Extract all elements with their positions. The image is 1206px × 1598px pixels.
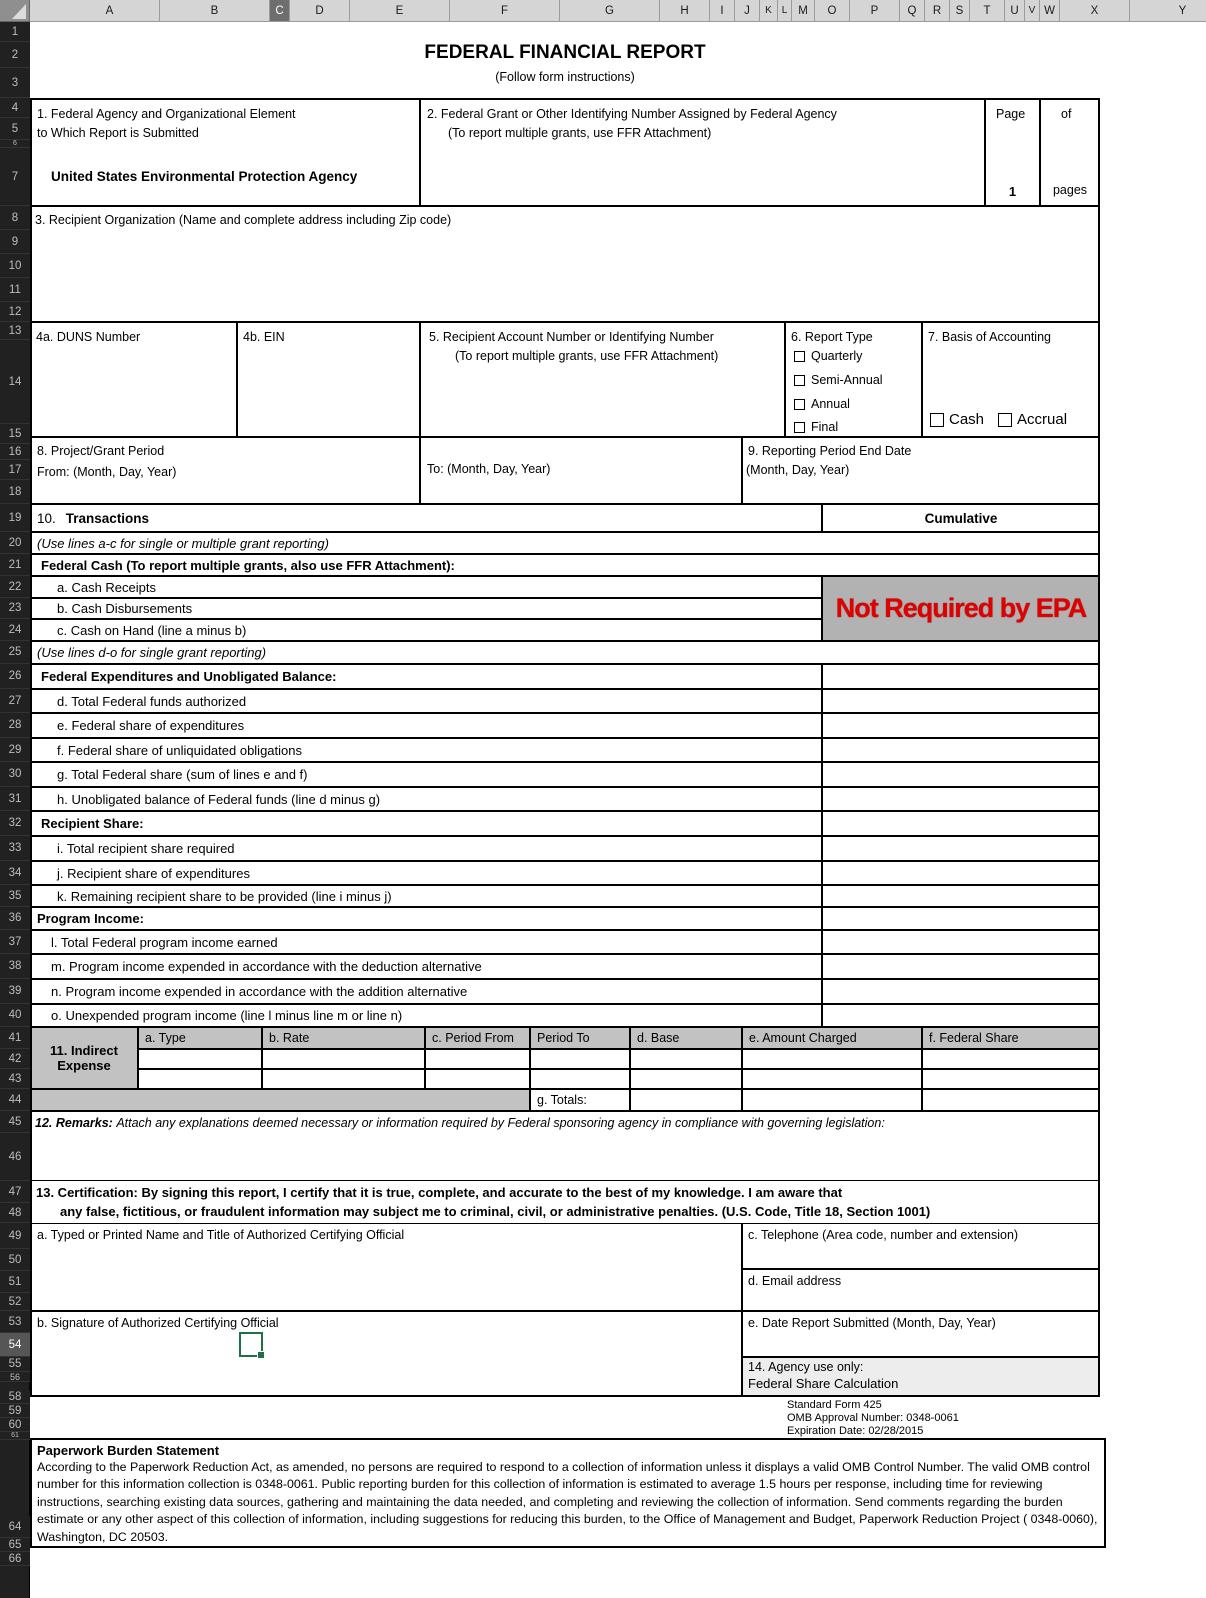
indirect-header-period-from: c. Period From [425,1027,530,1049]
box9-line1: 9. Reporting Period End Date [748,444,912,458]
row-header-60[interactable]: 60 [0,1418,30,1432]
line-label: o. Unexpended program income (line l minus line m or line n) [51,1008,403,1023]
box8-to: To: (Month, Day, Year) [427,462,551,476]
form-subtitle: (Follow form instructions) [495,70,635,84]
row-header-1[interactable]: 1 [0,22,30,42]
column-header-R[interactable]: R [925,0,950,22]
cert-e-label: e. Date Report Submitted (Month, Day, Year) [748,1316,996,1330]
agency-name: United States Environmental Protection Agency [51,168,358,184]
section-header-text: Program Income: [37,911,144,926]
totals-gray-block [30,1089,530,1111]
row-header-48[interactable]: 48 [0,1203,30,1223]
line-label: m. Program income expended in accordance with the deduction alternative [51,959,482,974]
row-header-13[interactable]: 13 [0,322,30,340]
row-header-15[interactable]: 15 [0,424,30,444]
line-label: l. Total Federal program income earned [51,934,278,950]
agency-use-cell [742,1357,1100,1397]
totals-label-cell [530,1089,630,1111]
report-type-label: Annual [811,397,850,411]
indirect-expense-cell[interactable] [922,1049,1100,1069]
row-header-16[interactable]: 16 [0,444,30,460]
cumulative-value-cell[interactable] [822,738,1100,762]
box-project-period[interactable] [30,437,420,504]
checkbox-icon[interactable] [794,375,805,386]
checkbox-icon[interactable] [794,422,805,433]
column-header-bar [30,0,1206,22]
certifying-official-name-cell[interactable] [30,1223,742,1311]
standard-form-label: Standard Form 425 [787,1399,882,1411]
line-label: h. Unobligated balance of Federal funds (line d minus g) [57,791,381,807]
paperwork-burden-box [30,1438,1106,1548]
box1-line1: 1. Federal Agency and Organizational Element [37,107,296,121]
report-type-option-final[interactable] [794,420,838,434]
cert-a-label: a. Typed or Printed Name and Title of Authorized Certifying Official [37,1228,405,1242]
select-all-triangle-icon [12,4,26,19]
row-header-61[interactable]: 61 [0,1432,30,1440]
transactions-number: 10. [37,510,56,526]
cumulative-value-cell[interactable] [822,954,1100,979]
row-header-25[interactable]: 25 [0,641,30,664]
row-header-66[interactable]: 66 [0,1552,30,1566]
column-header-P[interactable]: P [850,0,900,22]
report-type-label: Final [811,420,839,434]
line-n [30,979,822,1004]
indirect-expense-cell[interactable] [530,1049,630,1069]
row-header-43[interactable]: 43 [0,1069,30,1089]
row-header-54[interactable]: 54 [0,1333,30,1357]
line-b-cash-disbursements [30,598,822,619]
column-header-J[interactable]: J [735,0,760,22]
row-header-49[interactable]: 49 [0,1223,30,1249]
row-header-bar [0,22,30,1598]
indirect-header-period-to: Period To [530,1027,630,1049]
cumulative-value-cell[interactable] [822,689,1100,713]
column-header-Q[interactable]: Q [900,0,925,22]
line-j [30,861,822,885]
line-label: k. Remaining recipient share to be provided (line i minus j) [57,888,392,904]
accrual-checkbox-icon[interactable] [998,413,1012,427]
cash-label: Cash [949,411,985,428]
column-header-E[interactable]: E [350,0,450,22]
note-lines-do-text: (Use lines d-o for single grant reporting) [37,645,267,660]
indirect-title-line1: 11. Indirect [50,1043,118,1058]
indirect-expense-cell[interactable] [530,1069,630,1089]
column-header-Y[interactable]: Y [1130,0,1206,22]
date-submitted-cell[interactable] [742,1311,1100,1357]
box5-line1: 5. Recipient Account Number or Identifying Number [429,330,714,344]
row-header-12[interactable]: 12 [0,302,30,322]
not-required-stamp: Not Required by EPA [835,593,1087,623]
column-header-D[interactable]: D [290,0,350,22]
line-m [30,954,822,979]
line-h [30,787,822,811]
line-g [30,762,822,787]
burden-text: According to the Paperwork Reduction Act, as amended, no persons are required to respond to a collection of information unless it displays a valid OMB Control Number. The valid OMB control number for this information collection is 0348-0061. Public reporting burden for this collection of information is estimated to average 1.5 hours per response, including time for reviewing instructions, searching existing data sources, gathering and maintaining the data needed, and completing and reviewing the collection of information. Send comments regarding the burden estimate or any other aspect of this collection of information, including suggestions for reducing this burden, to the Office of Management and Budget, Paperwork Reduction Project ( 0348-0060), Washington, DC 20503. [37,1460,1098,1544]
row-header-8[interactable]: 8 [0,206,30,230]
indirect-header-federal-share: f. Federal Share [922,1027,1100,1049]
column-header-O[interactable]: O [815,0,850,22]
row-header-5[interactable]: 5 [0,118,30,140]
row-header-65[interactable]: 65 [0,1538,30,1552]
line-label: d. Total Federal funds authorized [57,693,247,709]
row-header-47[interactable]: 47 [0,1181,30,1203]
box-grant-number[interactable] [420,98,985,206]
telephone-cell[interactable] [742,1223,1100,1269]
row-header-64[interactable]: 64 [0,1516,30,1538]
box-reporting-period-end[interactable] [742,437,1100,504]
select-all-corner[interactable] [0,0,30,22]
signature-cell[interactable] [30,1311,742,1397]
indirect-expense-title [30,1027,138,1089]
row-header-31[interactable]: 31 [0,787,30,811]
indirect-expense-cell[interactable] [425,1049,530,1069]
cumulative-value-cell[interactable] [822,713,1100,738]
indirect-expense-cell[interactable] [742,1069,922,1089]
line-label: g. Total Federal share (sum of lines e and f) [57,767,308,782]
box5-line2: (To report multiple grants, use FFR Attachment) [455,348,719,363]
line-label: c. Cash on Hand (line a minus b) [57,622,247,638]
cert-b-label: b. Signature of Authorized Certifying Official [37,1316,279,1330]
row-header-27[interactable]: 27 [0,689,30,713]
row-header-50[interactable]: 50 [0,1249,30,1271]
totals-label: g. Totals: [537,1093,587,1107]
box7-label: 7. Basis of Accounting [928,330,1051,344]
box9-line2: (Month, Day, Year) [746,462,850,477]
row-header-40[interactable]: 40 [0,1004,30,1027]
line-label: j. Recipient share of expenditures [57,865,250,881]
totals-value-cell[interactable] [630,1089,742,1111]
section-header-text: Federal Expenditures and Unobligated Balance: [41,669,337,684]
federal-cash-header-text: Federal Cash (To report multiple grants, also use FFR Attachment): [41,557,455,573]
line-label: i. Total recipient share required [57,841,235,856]
row-header-3[interactable]: 3 [0,68,30,98]
box-of-pages[interactable] [1040,98,1100,206]
remarks-area[interactable] [30,1111,1100,1181]
burden-title: Paperwork Burden Statement [37,1443,220,1458]
cumulative-value-cell[interactable] [822,1004,1100,1027]
line-f [30,738,822,762]
cumulative-value-cell[interactable] [822,979,1100,1004]
column-header-T[interactable]: T [970,0,1005,22]
line-a-cash-receipts [30,576,822,598]
line-o [30,1004,822,1027]
row-header-11[interactable]: 11 [0,278,30,302]
line-k [30,885,822,907]
row-header-34[interactable]: 34 [0,861,30,885]
row-header-59[interactable]: 59 [0,1404,30,1418]
checkbox-icon[interactable] [794,399,805,410]
box-recipient-organization[interactable] [30,206,1100,322]
row-header-26[interactable]: 26 [0,664,30,689]
row-header-38[interactable]: 38 [0,954,30,979]
note-lines-ac-text: (Use lines a-c for single or multiple grant reporting) [37,535,329,551]
row-header-30[interactable]: 30 [0,762,30,787]
column-header-G[interactable]: G [560,0,660,22]
indirect-expense-cell[interactable] [425,1069,530,1089]
column-header-K[interactable]: K [760,0,778,22]
row-header-14[interactable]: 14 [0,340,30,424]
cash-checkbox-icon[interactable] [930,413,944,427]
column-header-L[interactable]: L [778,0,792,22]
box4b-label: 4b. EIN [243,330,285,344]
cumulative-value-cell[interactable] [822,930,1100,954]
federal-expenditures-header [30,664,822,689]
omb-approval-label: OMB Approval Number: 0348-0061 [787,1412,959,1424]
cumulative-value-cell[interactable] [822,907,1100,930]
line-e [30,713,822,738]
row-header-46[interactable]: 46 [0,1133,30,1181]
certification-line2: any false, fictitious, or fraudulent information may subject me to criminal, civil, or administrative penalties. (U.S. Code, Title 18, Section 1001) [60,1204,931,1219]
basis-options [930,411,1067,428]
row-header-55[interactable]: 55 [0,1357,30,1372]
accrual-label: Accrual [1017,411,1068,428]
indirect-header-base: d. Base [630,1027,742,1049]
row-header-51[interactable]: 51 [0,1271,30,1293]
line-i [30,836,822,861]
box-period-to[interactable] [420,437,742,504]
line-c-cash-on-hand [30,619,822,641]
box1-line2: to Which Report is Submitted [37,125,199,140]
remarks-label: 12. Remarks: [35,1116,113,1130]
checkbox-icon[interactable] [794,351,805,362]
cumulative-value-cell[interactable] [822,811,1100,836]
column-header-M[interactable]: M [792,0,815,22]
column-header-B[interactable]: B [160,0,270,22]
cert-d-label: d. Email address [748,1274,842,1288]
indirect-expense-cell[interactable] [630,1069,742,1089]
cumulative-value-cell[interactable] [822,762,1100,787]
column-header-C[interactable]: C [270,0,290,22]
selected-cell[interactable] [239,1332,263,1357]
box-duns[interactable] [30,322,237,437]
indirect-expense-cell[interactable] [138,1049,262,1069]
cumulative-value-cell[interactable] [822,861,1100,885]
report-type-option-quarterly[interactable] [794,349,862,363]
column-header-A[interactable]: A [60,0,160,22]
cumulative-value-cell[interactable] [822,836,1100,861]
column-header-U[interactable]: U [1005,0,1025,22]
cumulative-value-cell[interactable] [822,885,1100,907]
fill-handle[interactable] [257,1351,265,1359]
box8-label: 8. Project/Grant Period [37,444,165,458]
report-type-option-semi-annual[interactable] [794,373,883,387]
agency-use-line2: Federal Share Calculation [748,1376,899,1391]
row-header-22[interactable]: 22 [0,576,30,598]
row-header-41[interactable]: 41 [0,1027,30,1049]
row-header-6[interactable]: 6 [0,140,30,148]
certification-line1: 13. Certification: By signing this report, I certify that it is true, complete, and accurate to the best of my knowledge. I am aware that [36,1185,843,1200]
program-income-header [30,907,822,930]
row-header-20[interactable]: 20 [0,532,30,554]
box2-line1: 2. Federal Grant or Other Identifying Number Assigned by Federal Agency [427,107,837,121]
row-header-35[interactable]: 35 [0,885,30,907]
transactions-header [30,504,822,532]
transactions-label: Transactions [65,510,150,526]
row-header-10[interactable]: 10 [0,254,30,278]
box-page[interactable] [985,98,1040,206]
indirect-expense-cell[interactable] [138,1069,262,1089]
cumulative-value-cell[interactable] [822,787,1100,811]
column-header-S[interactable]: S [950,0,970,22]
cumulative-header: Cumulative [822,504,1100,532]
row-header-9[interactable]: 9 [0,230,30,254]
note-lines-do [30,641,1100,664]
recipient-share-header [30,811,822,836]
line-l [30,930,822,954]
box-basis-of-accounting[interactable] [922,322,1100,437]
indirect-header-amount-charged: e. Amount Charged [742,1027,922,1049]
federal-cash-header [30,554,1100,576]
indirect-expense-cell[interactable] [630,1049,742,1069]
indirect-expense-cell[interactable] [922,1069,1100,1089]
indirect-header-rate: b. Rate [262,1027,425,1049]
email-cell[interactable] [742,1269,1100,1311]
line-label: f. Federal share of unliquidated obligations [57,742,302,758]
not-required-block [822,576,1100,641]
report-type-label: Quarterly [811,349,863,363]
box3-label: 3. Recipient Organization (Name and complete address including Zip code) [35,213,452,227]
box2-line2: (To report multiple grants, use FFR Attachment) [448,125,712,140]
box8-from: From: (Month, Day, Year) [37,464,177,479]
column-header-F[interactable]: F [450,0,560,22]
column-header-I[interactable]: I [710,0,735,22]
page-label: Page [996,107,1026,121]
row-header-17[interactable]: 17 [0,460,30,480]
box-federal-agency[interactable] [30,98,420,206]
indirect-title-line2: Expense [57,1058,111,1073]
row-header-37[interactable]: 37 [0,930,30,954]
form-title: FEDERAL FINANCIAL REPORT [424,42,706,63]
row-header-23[interactable]: 23 [0,598,30,619]
row-header-7[interactable]: 7 [0,148,30,206]
row-header-53[interactable]: 53 [0,1311,30,1333]
row-header-56[interactable]: 56 [0,1372,30,1382]
box4a-label: 4a. DUNS Number [36,330,141,344]
box-report-type[interactable] [785,322,922,437]
row-header-52[interactable]: 52 [0,1293,30,1311]
row-header-32[interactable]: 32 [0,811,30,836]
row-header-2[interactable]: 2 [0,42,30,68]
note-lines-ac [30,532,1100,554]
line-label: a. Cash Receipts [57,579,156,595]
agency-use-line1: 14. Agency use only: [748,1360,864,1374]
column-header-H[interactable]: H [660,0,710,22]
expiration-date-label: Expiration Date: 02/28/2015 [787,1425,924,1437]
row-header-28[interactable]: 28 [0,713,30,738]
indirect-header-type: a. Type [138,1027,262,1049]
row-header-24[interactable]: 24 [0,619,30,641]
line-label: b. Cash Disbursements [57,601,193,616]
section-header-text: Recipient Share: [41,816,144,831]
of-label: of [1061,107,1072,121]
row-header-4[interactable]: 4 [0,98,30,118]
line-label: e. Federal share of expenditures [57,718,245,733]
totals-value-cell[interactable] [922,1089,1100,1111]
cumulative-value-cell[interactable] [822,664,1100,689]
line-label: n. Program income expended in accordance with the addition alternative [51,984,468,999]
remarks-text: Attach any explanations deemed necessary or information required by Federal sponsoring agency in compliance with governing legislation: [116,1116,885,1130]
row-header-58[interactable]: 58 [0,1390,30,1404]
report-type-option-annual[interactable] [794,397,850,411]
indirect-expense-cell[interactable] [262,1069,425,1089]
row-header-39[interactable]: 39 [0,979,30,1004]
column-header-X[interactable]: X [1060,0,1130,22]
report-type-label: Semi-Annual [811,373,883,387]
row-header-21[interactable]: 21 [0,554,30,576]
cert-c-label: c. Telephone (Area code, number and extension) [748,1228,1019,1242]
row-header-42[interactable]: 42 [0,1049,30,1069]
column-header-W[interactable]: W [1040,0,1060,22]
line-d [30,689,822,713]
row-header-44[interactable]: 44 [0,1089,30,1111]
indirect-expense-cell[interactable] [262,1049,425,1069]
box-recipient-account[interactable] [420,322,785,437]
column-header-V[interactable]: V [1025,0,1040,22]
indirect-expense-cell[interactable] [742,1049,922,1069]
row-header-33[interactable]: 33 [0,836,30,861]
box-ein[interactable] [237,322,420,437]
row-header-29[interactable]: 29 [0,738,30,762]
row-header-18[interactable]: 18 [0,480,30,504]
box6-label: 6. Report Type [791,330,873,344]
totals-value-cell[interactable] [742,1089,922,1111]
pages-label: pages [1052,183,1088,198]
row-header-36[interactable]: 36 [0,907,30,930]
row-header-19[interactable]: 19 [0,504,30,532]
row-header-45[interactable]: 45 [0,1111,30,1133]
page-value: 1 [1008,184,1017,199]
